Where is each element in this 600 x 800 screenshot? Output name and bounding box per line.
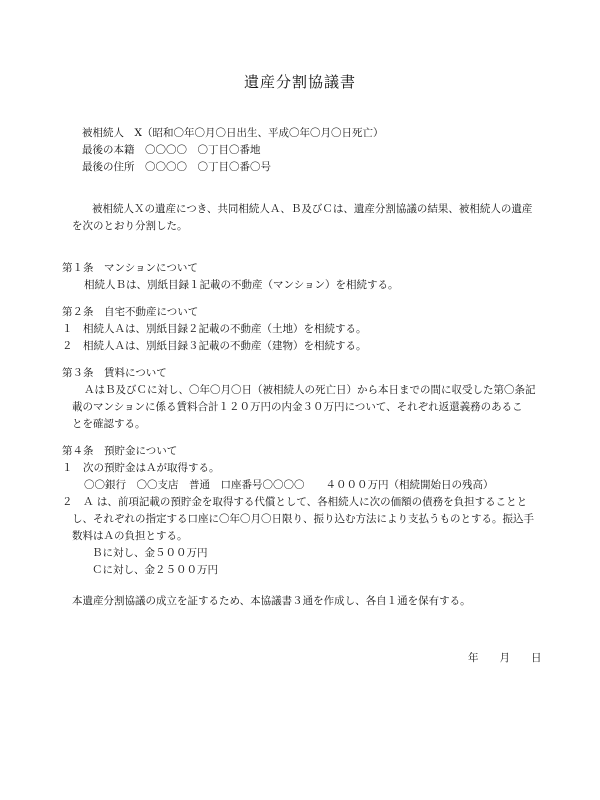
article-text: 数料はＡの負担とする。 (72, 530, 188, 542)
payment-to-b: Ｂに対し、金５００万円 (92, 547, 208, 559)
article-heading: 第３条 賃料について (62, 367, 167, 379)
article-text: ＡはＢ及びＣに対し、〇年〇月〇日（被相続人の死亡日）から本日までの間に収受した第〇条記 (84, 384, 536, 396)
article-text: 相続人Ｂは、別紙目録１記載の不動産（マンション）を相続する。 (84, 279, 399, 291)
article-item: ２ Ａ は、前項記載の預貯金を取得する代償として、各相続人に次の価額の債務を負担することと (62, 496, 528, 508)
article-heading: 第１条 マンションについて (62, 262, 198, 274)
article-item: ２ 相続人Ａは、別紙目録３記載の不動産（建物）を相続する。 (62, 340, 367, 352)
article-heading: 第４条 預貯金について (62, 445, 178, 457)
deceased-name-line: 被相続人 X（昭和〇年〇月〇日出生、平成〇年〇月〇日死亡） (82, 127, 384, 139)
article-text: し、それぞれの指定する口座に〇年〇月〇日限り、振り込む方法により支払うものとする。振込手 (72, 513, 534, 525)
article-text: 載のマンションに係る賃料合計１２０万円の内金３０万円について、それぞれ返還義務のあるこ (72, 401, 523, 413)
article-heading: 第２条 自宅不動産について (62, 306, 199, 318)
article-text: とを確認する。 (72, 418, 146, 430)
article-item: １ 相続人Ａは、別紙目録２記載の不動産（土地）を相続する。 (62, 323, 367, 335)
article-item: １ 次の預貯金はＡが取得する。 (62, 462, 220, 474)
signature-date: 年 月 日 (468, 652, 542, 664)
closing-statement: 本遺産分割協議の成立を証するため、本協議書３通を作成し、各自１通を保有する。 (72, 595, 471, 607)
bank-account-line: 〇〇銀行 〇〇支店 普通 口座番号〇〇〇〇 ４０００万円（相続開始日の残高） (84, 479, 494, 491)
payment-to-c: Ｃに対し、金２５００万円 (92, 564, 218, 576)
intro-line: を次のとおり分割した。 (72, 220, 188, 232)
deceased-domicile-line: 最後の本籍 〇〇〇〇 〇丁目〇番地 (82, 144, 261, 156)
deceased-address-line: 最後の住所 〇〇〇〇 〇丁目〇番〇号 (82, 161, 271, 173)
intro-line: 被相続人Ｘの遺産につき、共同相続人Ａ、Ｂ及びＣは、遺産分割協議の結果、被相続人の遺産 (92, 203, 533, 215)
document-title: 遺産分割協議書 (243, 73, 356, 91)
